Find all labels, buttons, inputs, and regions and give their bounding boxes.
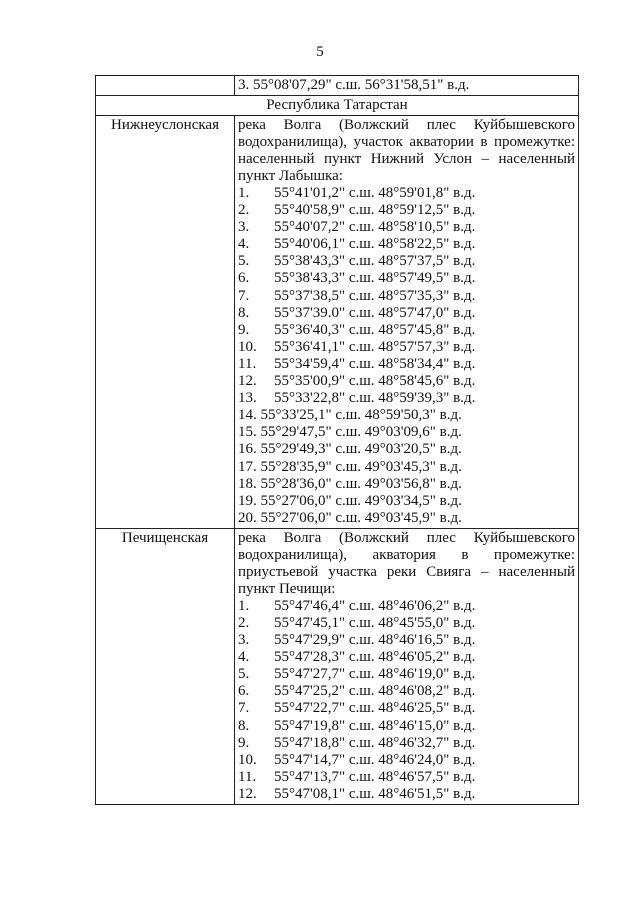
- coordinate-value: 55°38'43,3" с.ш. 48°57'37,5" в.д.: [274, 253, 476, 270]
- coordinate-value: 55°40'06,1" с.ш. 48°58'22,5" в.д.: [274, 236, 476, 253]
- region-row: [96, 96, 579, 116]
- coordinate-value: 55°37'39.0" с.ш. 48°57'47,0" в.д.: [274, 304, 476, 321]
- district-name: Печищенская: [96, 528, 235, 804]
- coordinate-value: 55°47'29,9" с.ш. 48°46'16,5" в.д.: [274, 632, 476, 649]
- coordinate-item: [238, 339, 575, 356]
- coordinate-item: [238, 305, 575, 322]
- continuation-coordinate: 3. 55°08'07,29" с.ш. 56°31'58,51" в.д.: [235, 76, 579, 96]
- coordinate-item: [238, 356, 575, 373]
- district-name: Нижнеуслонская: [96, 116, 235, 529]
- coordinate-number: 10.: [238, 751, 257, 768]
- coordinate-item: [238, 598, 575, 615]
- region-title: Республика Татарстан: [96, 96, 579, 116]
- district-details: [235, 528, 579, 804]
- coordinate-value: 55°41'01,2" с.ш. 48°59'01,8" в.д.: [274, 185, 476, 201]
- coordinate-item: [238, 769, 575, 786]
- coordinates-table: [95, 75, 579, 805]
- coordinate-item: 18. 55°28'36,0" с.ш. 49°03'56,8" в.д.: [238, 475, 462, 492]
- coordinate-value: 55°47'08,1" с.ш. 48°46'51,5" в.д.: [274, 785, 476, 802]
- coordinate-value: 55°33'22,8" с.ш. 48°59'39,3" в.д.: [274, 390, 476, 407]
- coordinate-item: 20. 55°27'06,0" с.ш. 49°03'45,9" в.д.: [238, 509, 462, 526]
- coordinate-item: [238, 615, 575, 632]
- coordinate-number: 7.: [238, 287, 250, 304]
- coordinate-item: [238, 219, 575, 236]
- coordinate-number: 8.: [238, 717, 250, 734]
- coordinate-item: [238, 666, 575, 683]
- coordinate-item: [238, 185, 575, 202]
- coordinate-number: 2.: [238, 614, 250, 631]
- empty-cell: [96, 76, 235, 96]
- coordinate-item: [238, 683, 575, 700]
- coordinate-number: 10.: [238, 338, 257, 355]
- coordinate-number: 7.: [238, 700, 250, 717]
- coordinate-value: 55°47'25,2" с.ш. 48°46'08,2" в.д.: [274, 683, 476, 700]
- district-description: река Волга (Волжский плес Куйбышевского водохранилища), участок акватории в промежутке: населенный пункт Нижний Услон – населенный пункт Лабышка:: [238, 117, 575, 184]
- coordinate-value: 55°47'46,4" с.ш. 48°46'06,2" в.д.: [274, 597, 476, 614]
- coordinate-number: 12.: [238, 785, 257, 802]
- coordinate-value: 55°47'13,7" с.ш. 48°46'57,5" в.д.: [274, 768, 476, 785]
- coordinate-item: [238, 718, 575, 735]
- coordinate-item: [238, 390, 575, 407]
- coordinate-number: 3.: [238, 632, 250, 649]
- coordinate-number: 11.: [238, 355, 257, 372]
- coordinate-value: 55°47'28,3" с.ш. 48°46'05,2" в.д.: [274, 649, 476, 666]
- district-row: [96, 528, 579, 804]
- coordinate-item: [238, 202, 575, 219]
- coordinate-value: 55°47'19,8" с.ш. 48°46'15,0" в.д.: [274, 717, 476, 734]
- coordinate-value: 55°38'43,3" с.ш. 48°57'49,5" в.д.: [274, 270, 476, 287]
- coordinate-value: 55°47'27,7" с.ш. 48°46'19,0" в.д.: [274, 666, 476, 683]
- continuation-row: [96, 76, 579, 96]
- coordinate-number: 9.: [238, 734, 250, 751]
- coordinate-value: 55°36'40,3" с.ш. 48°57'45,8" в.д.: [274, 321, 476, 338]
- district-row: [96, 116, 579, 529]
- coordinate-number: 9.: [238, 321, 250, 338]
- coordinate-number: 13.: [238, 390, 257, 407]
- coordinate-value: 55°37'38,5" с.ш. 48°57'35,3" в.д.: [274, 287, 476, 304]
- coordinate-item: 19. 55°27'06,0" с.ш. 49°03'34,5" в.д.: [238, 492, 462, 509]
- coordinate-item: [238, 752, 575, 769]
- coordinate-value: 55°34'59,4" с.ш. 48°58'34,4" в.д.: [274, 355, 476, 372]
- coordinate-item: [238, 322, 575, 339]
- district-details: [235, 116, 579, 529]
- coordinate-value: 55°47'18,8" с.ш. 48°46'32,7" в.д.: [274, 734, 476, 751]
- coordinate-item: [238, 649, 575, 666]
- page-number: 5: [316, 44, 324, 60]
- coordinate-number: 5.: [238, 253, 250, 270]
- coordinate-item: [238, 632, 575, 649]
- coordinate-number: 6.: [238, 270, 250, 287]
- district-description: река Волга (Волжский плес Куйбышевского водохранилища), акватория в промежутке: приустьевой участка реки Свияга – населенный пункт Печищи:: [238, 529, 575, 597]
- coordinate-number: 1.: [238, 185, 250, 201]
- coordinate-value: 55°35'00,9" с.ш. 48°58'45,6" в.д.: [274, 373, 476, 390]
- coordinate-number: 2.: [238, 202, 250, 219]
- coordinate-item: [238, 735, 575, 752]
- coordinate-number: 3.: [238, 219, 250, 236]
- coordinate-item: 16. 55°29'49,3" с.ш. 49°03'20,5" в.д.: [238, 441, 462, 458]
- coordinate-number: 12.: [238, 373, 257, 390]
- coordinate-number: 1.: [238, 597, 250, 614]
- coordinate-value: 55°36'41,1" с.ш. 48°57'57,3" в.д.: [274, 338, 476, 355]
- coordinate-number: 8.: [238, 304, 250, 321]
- coordinate-value: 55°40'07,2" с.ш. 48°58'10,5" в.д.: [274, 219, 476, 236]
- coordinate-number: 4.: [238, 649, 250, 666]
- coordinate-item: [238, 253, 575, 270]
- coordinate-number: 4.: [238, 236, 250, 253]
- coordinate-list: [238, 598, 575, 803]
- coordinate-value: 55°47'22,7" с.ш. 48°46'25,5" в.д.: [274, 700, 476, 717]
- coordinate-item: 15. 55°29'47,5" с.ш. 49°03'09,6" в.д.: [238, 424, 462, 441]
- coordinate-value: 55°47'45,1" с.ш. 48°45'55,0" в.д.: [274, 614, 476, 631]
- coordinate-item: [238, 700, 575, 717]
- coordinate-item: [238, 270, 575, 287]
- coordinate-number: 6.: [238, 683, 250, 700]
- coordinate-number: 5.: [238, 666, 250, 683]
- coordinate-value: 55°47'14,7" с.ш. 48°46'24,0" в.д.: [274, 751, 476, 768]
- coordinate-item: 17. 55°28'35,9" с.ш. 49°03'45,3" в.д.: [238, 458, 462, 475]
- coordinate-item: 14. 55°33'25,1" с.ш. 48°59'50,3" в.д.: [238, 407, 462, 424]
- coordinate-value: 55°40'58,9" с.ш. 48°59'12,5" в.д.: [274, 202, 476, 219]
- coordinate-item: [238, 373, 575, 390]
- coordinate-number: 11.: [238, 768, 257, 785]
- coordinate-item: [238, 288, 575, 305]
- coordinate-item: [238, 236, 575, 253]
- coordinate-list: [238, 185, 575, 527]
- coordinate-item: [238, 786, 575, 803]
